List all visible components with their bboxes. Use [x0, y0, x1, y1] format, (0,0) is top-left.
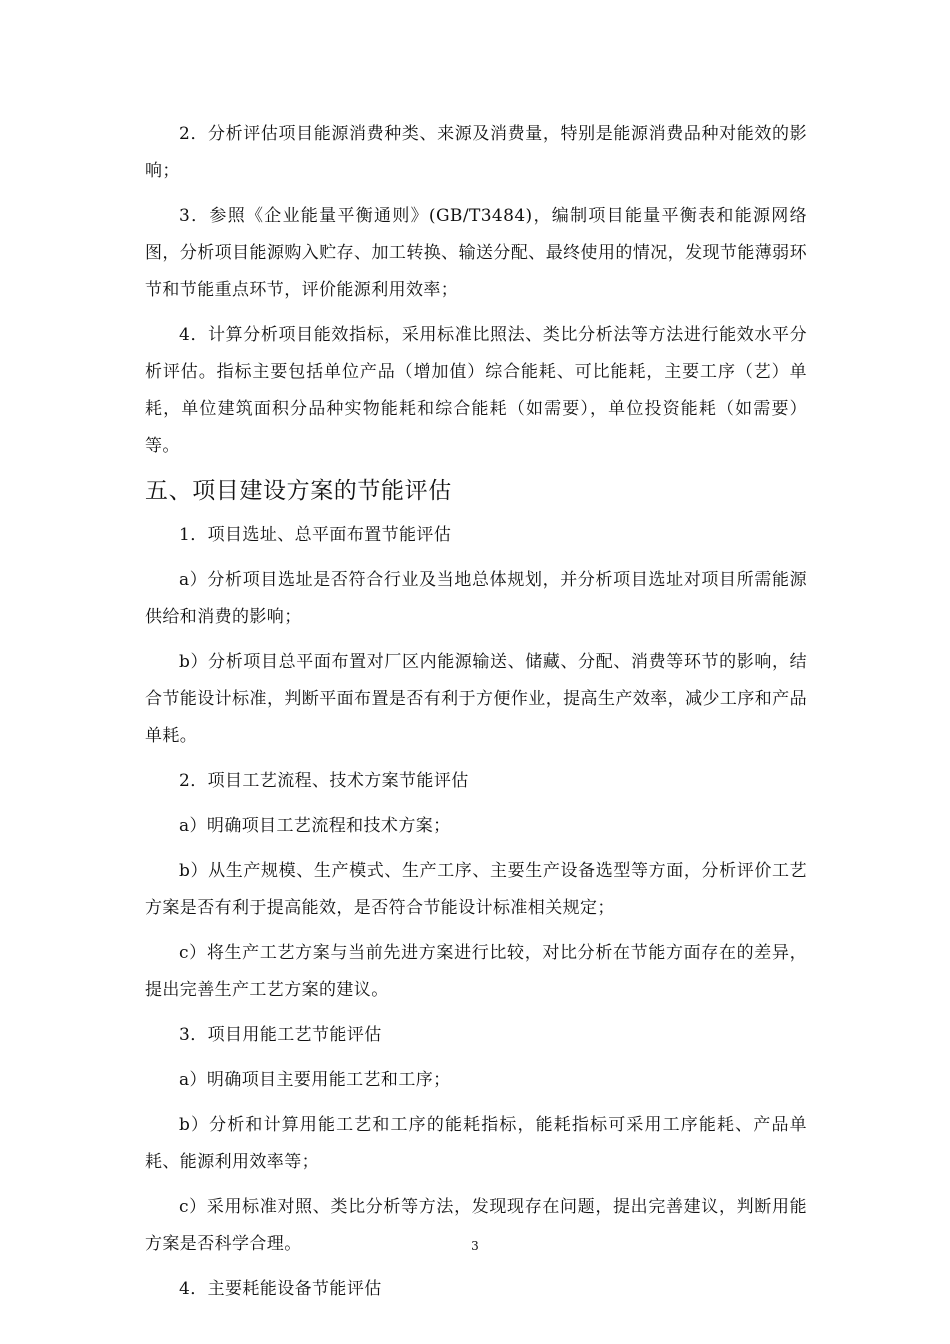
paragraph: c）采用标准对照、类比分析等方法，发现现存在问题，提出完善建议，判断用能方案是否科学合理。 — [145, 1197, 807, 1254]
paragraph: b）分析项目总平面布置对厂区内能源输送、储藏、分配、消费等环节的影响，结合节能设计标准，判断平面布置是否有利于方便作业，提高生产效率，减少工序和产品单耗。 — [145, 652, 807, 746]
page-body — [145, 116, 807, 1316]
page-number: 3 — [471, 1239, 479, 1253]
paragraph: c）将生产工艺方案与当前先进方案进行比较，对比分析在节能方面存在的差异，提出完善生产工艺方案的建议。 — [145, 943, 807, 1000]
subsection-title: 4．主要耗能设备节能评估 — [179, 1279, 382, 1299]
paragraph: 2．分析评估项目能源消费种类、来源及消费量，特别是能源消费品种对能效的影响； — [145, 124, 807, 181]
subsection-title: 3．项目用能工艺节能评估 — [179, 1025, 382, 1045]
paragraph: a）明确项目工艺流程和技术方案； — [179, 816, 451, 836]
paragraph: 4．计算分析项目能效指标，采用标准比照法、类比分析法等方法进行能效水平分析评估。指标主要包括单位产品（增加值）综合能耗、可比能耗，主要工序（艺）单耗，单位建筑面积分品种实物能耗和综合能耗（如需要），单位投资能耗（如需要）等。 — [145, 325, 807, 456]
subsection-title: 1．项目选址、总平面布置节能评估 — [179, 525, 452, 545]
paragraph: 3．参照《企业能量平衡通则》(GB/T3484)，编制项目能量平衡表和能源网络图，分析项目能源购入贮存、加工转换、输送分配、最终使用的情况，发现节能薄弱环节和节能重点环节，评价能源利用效率； — [145, 206, 807, 300]
subsection-title: 2．项目工艺流程、技术方案节能评估 — [179, 771, 469, 791]
paragraph: b）从生产规模、生产模式、生产工序、主要生产设备选型等方面，分析评价工艺方案是否有利于提高能效，是否符合节能设计标准相关规定； — [145, 861, 807, 918]
paragraph: b）分析和计算用能工艺和工序的能耗指标，能耗指标可采用工序能耗、产品单耗、能源利用效率等； — [145, 1115, 807, 1172]
paragraph: a）明确项目主要用能工艺和工序； — [179, 1070, 451, 1090]
paragraph: a）分析项目选址是否符合行业及当地总体规划，并分析项目选址对项目所需能源供给和消费的影响； — [145, 570, 807, 627]
section-heading: 五、项目建设方案的节能评估 — [145, 478, 452, 504]
